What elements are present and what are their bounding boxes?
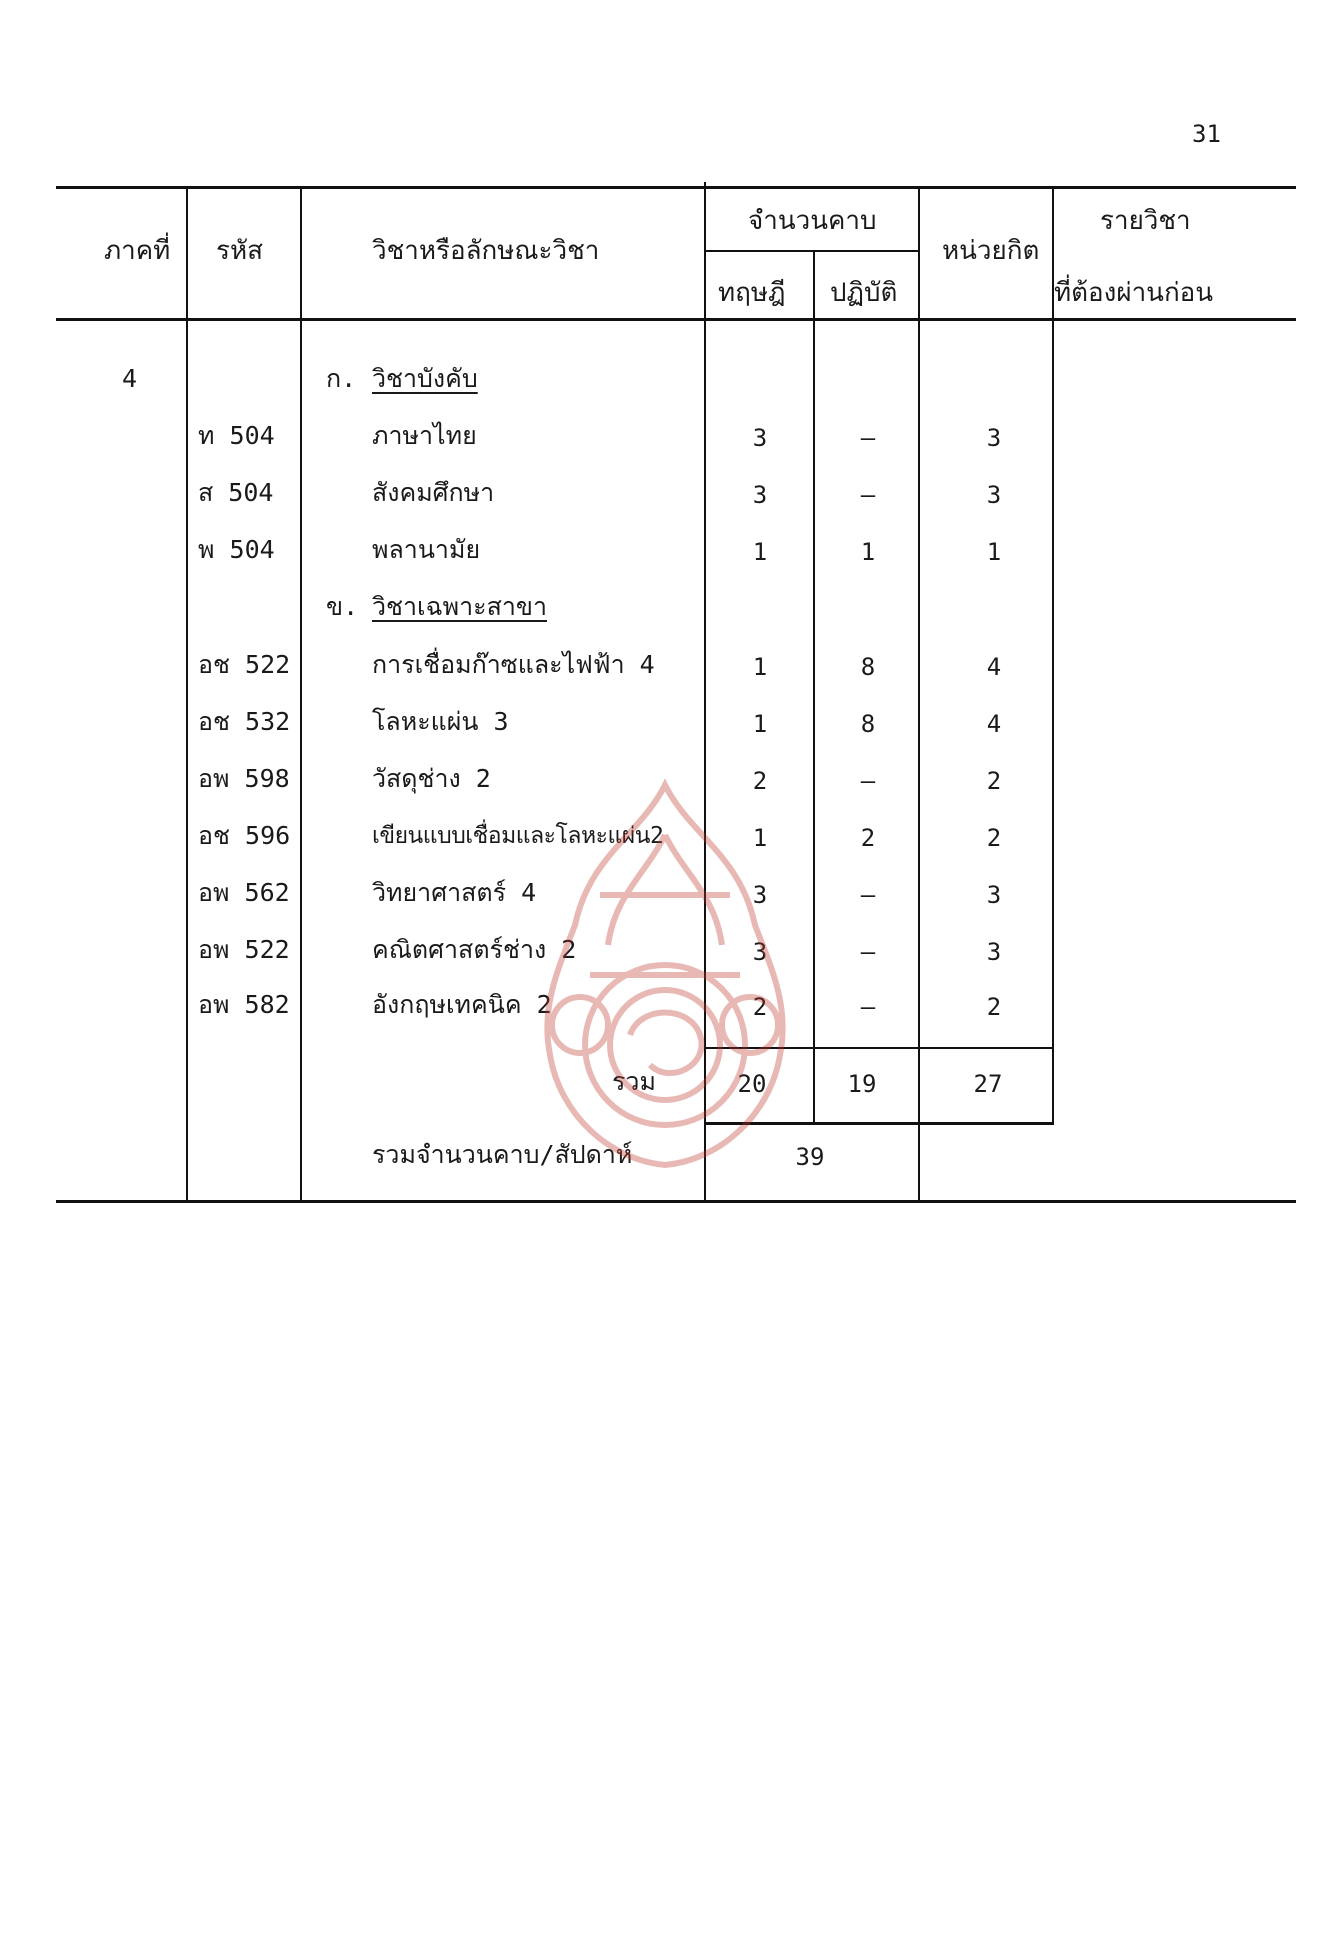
col-rule-practice <box>813 250 815 1122</box>
row-credits: 3 <box>986 938 1002 966</box>
row-subject: สังคมศึกษา <box>372 478 495 507</box>
row-theory: 1 <box>752 824 768 852</box>
row-subject: พลานามัย <box>372 535 481 564</box>
header-periods: จำนวนคาบ <box>748 206 877 236</box>
col-rule-code <box>186 188 188 1201</box>
row-practice: – <box>860 938 876 966</box>
row-practice: – <box>860 993 876 1021</box>
row-subject: วัสดุช่าง 2 <box>372 764 491 793</box>
row-theory: 3 <box>752 938 768 966</box>
header-prereq-line1: รายวิชา <box>1100 206 1191 236</box>
group-label-specific: ข. <box>326 592 359 621</box>
row-practice: 2 <box>860 824 876 852</box>
row-theory: 2 <box>752 993 768 1021</box>
header-bottom-rule <box>56 318 1296 321</box>
row-practice: – <box>860 424 876 452</box>
table-bottom-rule <box>56 1200 1296 1203</box>
row-credits: 2 <box>986 767 1002 795</box>
total-theory: 20 <box>737 1070 767 1098</box>
header-prereq-line2: ที่ต้องผ่านก่อน <box>1054 278 1214 308</box>
row-code: อช 532 <box>198 707 291 736</box>
row-code: อพ 562 <box>198 878 290 907</box>
header-code: รหัส <box>216 236 263 266</box>
row-theory: 2 <box>752 767 768 795</box>
office-seal-watermark-icon <box>520 775 810 1175</box>
header-practice: ปฏิบัติ <box>830 278 898 308</box>
weekly-total-label: รวมจำนวนคาบ/สัปดาห์ <box>372 1140 633 1169</box>
row-subject: การเชื่อมก๊าซและไฟฟ้า 4 <box>372 650 655 679</box>
row-credits: 3 <box>986 481 1002 509</box>
row-credits: 4 <box>986 653 1002 681</box>
total-label: รวม <box>612 1067 656 1096</box>
row-subject: โลหะแผ่น 3 <box>372 707 509 736</box>
weekly-total-value: 39 <box>795 1143 825 1171</box>
term-number: 4 <box>122 364 138 393</box>
row-subject: วิทยาศาสตร์ 4 <box>372 878 537 907</box>
row-code: อพ 522 <box>198 935 290 964</box>
row-practice: – <box>860 881 876 909</box>
col-rule-prereq <box>1052 186 1054 1122</box>
header-term: ภาคที่ <box>104 236 171 266</box>
total-credits: 27 <box>973 1070 1003 1098</box>
row-code: อช 596 <box>198 821 291 850</box>
periods-subheader-rule <box>704 250 919 252</box>
group-label-required: ก. <box>326 364 357 393</box>
header-theory: ทฤษฎี <box>718 278 786 308</box>
row-practice: 8 <box>860 710 876 738</box>
row-subject: อังกฤษเทคนิค 2 <box>372 990 552 1019</box>
col-rule-credits <box>918 186 920 1201</box>
row-practice: 8 <box>860 653 876 681</box>
row-code: อพ 598 <box>198 764 290 793</box>
col-rule-subject <box>300 188 302 1201</box>
row-code: อช 522 <box>198 650 291 679</box>
row-code: พ 504 <box>198 535 275 564</box>
row-subject: ภาษาไทย <box>372 421 477 450</box>
group-title-required: วิชาบังคับ <box>372 364 478 393</box>
row-credits: 3 <box>986 424 1002 452</box>
row-theory: 3 <box>752 424 768 452</box>
header-credits: หน่วยกิต <box>942 236 1040 266</box>
row-code: ส 504 <box>198 478 274 507</box>
row-practice: 1 <box>860 538 876 566</box>
row-code: อพ 582 <box>198 990 290 1019</box>
header-subject: วิชาหรือลักษณะวิชา <box>372 236 600 266</box>
row-subject: เขียนแบบเชื่อมและโลหะแผ่น2 <box>372 823 664 849</box>
row-practice: – <box>860 481 876 509</box>
total-practice: 19 <box>847 1070 877 1098</box>
row-credits: 3 <box>986 881 1002 909</box>
table-top-rule <box>56 186 1296 189</box>
row-theory: 1 <box>752 653 768 681</box>
row-subject: คณิตศาสตร์ช่าง 2 <box>372 935 577 964</box>
group-title-specific: วิชาเฉพาะสาขา <box>372 592 547 621</box>
page-number: 31 <box>1192 120 1221 148</box>
row-theory: 1 <box>752 710 768 738</box>
row-code: ท 504 <box>198 421 275 450</box>
row-credits: 1 <box>986 538 1002 566</box>
row-theory: 1 <box>752 538 768 566</box>
row-credits: 2 <box>986 993 1002 1021</box>
row-practice: – <box>860 767 876 795</box>
row-theory: 3 <box>752 481 768 509</box>
row-credits: 4 <box>986 710 1002 738</box>
row-credits: 2 <box>986 824 1002 852</box>
row-theory: 3 <box>752 881 768 909</box>
